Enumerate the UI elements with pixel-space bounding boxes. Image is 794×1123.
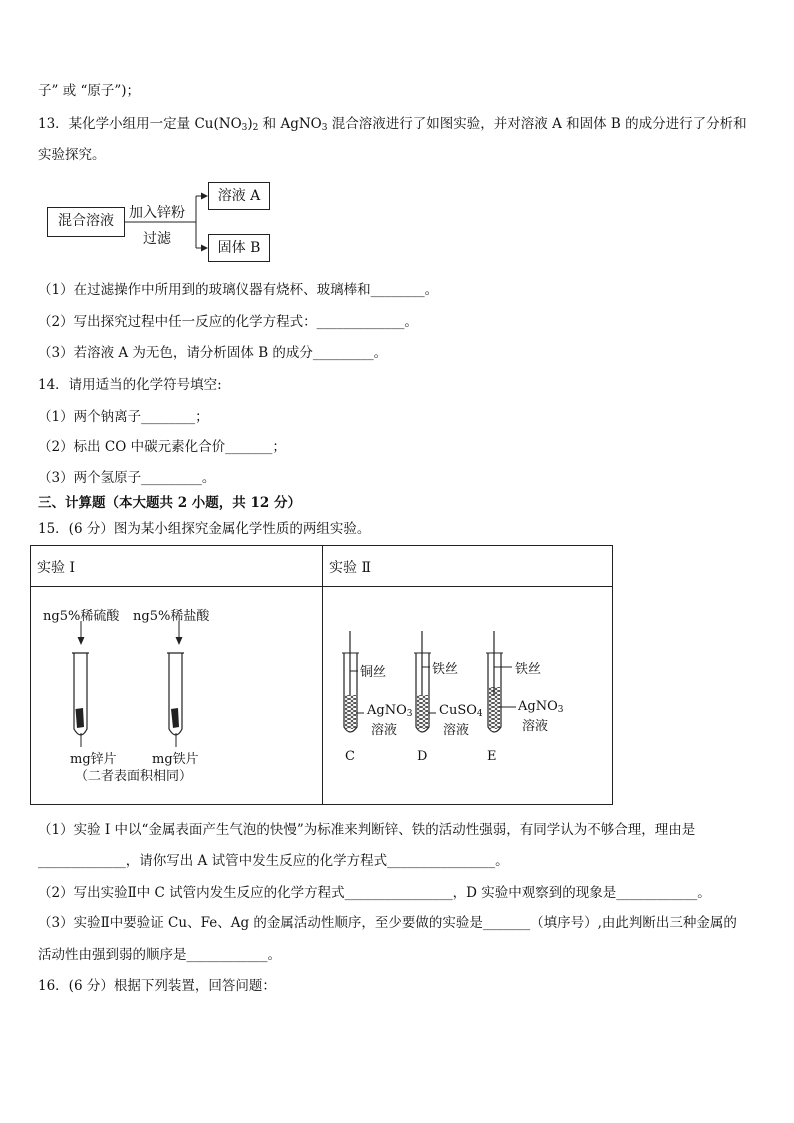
q14-intro: 14．请用适当的化学符号填空: xyxy=(38,377,222,393)
arrow-down-icon xyxy=(176,637,183,645)
exp2-c-solution-word: 溶液 xyxy=(371,723,398,738)
q13-sub2: （2）写出探究过程中任一反应的化学方程式：_____________。 xyxy=(38,314,418,330)
exp1-metal2-label: mg铁片 xyxy=(152,752,199,767)
test-tube-c xyxy=(342,631,364,732)
q15-sub2: （2）写出实验Ⅱ中 C 试管内发生反应的化学方程式________________，D 实验中观察到的现象是____________。 xyxy=(38,885,711,901)
test-tube-e xyxy=(486,631,516,732)
exp2-d-wire-label: 铁丝 xyxy=(432,662,459,677)
q13-intro: 13．某化学小组用一定量 $Cu(NO_3)_2$ 和 AgNO$_3$ 混合溶液进行了如图实验，并对溶液 A 和固体 B 的成分进行了分析和 xyxy=(38,116,747,133)
exp2-label-e: E xyxy=(487,749,497,764)
test-tube-d xyxy=(414,631,436,732)
arrow-down-icon xyxy=(78,637,85,645)
flow-op-add-zinc: 加入锌粉 xyxy=(129,205,185,221)
q13-sub1: （1）在过滤操作中所用到的玻璃仪器有烧杯、玻璃棒和________。 xyxy=(38,282,439,298)
exp2-d-solution: CuSO$_4$ xyxy=(439,703,483,719)
exp1-title: 实验 I xyxy=(37,560,75,576)
q15-sub1-line1: （1）实验 I 中以“金属表面产生气泡的快慢”为标准来判断锌、铁的活动性强弱，有同学认为不够合理，理由是 xyxy=(38,822,696,838)
exp2-c-wire-label: 铜丝 xyxy=(360,665,387,680)
flow-solid-b: 固体 B xyxy=(208,234,270,262)
exp2-label-c: C xyxy=(345,749,355,764)
q16-intro: 16．(6 分）根据下列装置，回答问题： xyxy=(38,978,276,994)
q15-sub1-line2: _____________，请你写出 A 试管中发生反应的化学方程式________________。 xyxy=(38,853,509,869)
flow-arrows xyxy=(0,0,794,300)
q13-intro-line2: 实验探究。 xyxy=(38,147,106,163)
q14-sub3: （3）两个氢原子_________。 xyxy=(38,470,216,486)
exp2-d-solution-word: 溶液 xyxy=(443,723,470,738)
exp1-acid1-label: ng5%稀硫酸 xyxy=(43,609,120,624)
exp2-header xyxy=(323,546,613,587)
exp2-e-solution: AgNO$_3$ xyxy=(518,699,564,715)
exp1-header xyxy=(31,546,323,587)
q14-sub1: （1）两个钠离子________； xyxy=(38,409,209,425)
q15-intro: 15．(6 分）图为某小组探究金属化学性质的两组实验。 xyxy=(38,521,371,537)
flow-solution-a: 溶液 A xyxy=(208,182,270,210)
q15-sub3-line1: （3）实验Ⅱ中要验证 Cu、Fe、Ag 的金属活动性顺序，至少要做的实验是_______（填序号）,由此判断出三种金属的 xyxy=(38,915,737,931)
exp2-e-wire-label: 铁丝 xyxy=(515,662,542,677)
prev-question-fragment: 子” 或 “原子”)； xyxy=(38,83,141,99)
exp1-note: （二者表面积相同） xyxy=(75,769,193,784)
flow-mixed-solution: 混合溶液 xyxy=(47,207,125,237)
exp2-c-solution: AgNO$_3$ xyxy=(367,703,413,719)
test-tube-b xyxy=(167,653,184,747)
section-title: 三、计算题（本大题共 2 小题，共 12 分） xyxy=(38,495,301,511)
q14-sub2: （2）标出 CO 中碳元素化合价_______； xyxy=(38,439,286,455)
exp2-diagram xyxy=(322,587,612,804)
q15-sub3-line2: 活动性由强到弱的顺序是____________。 xyxy=(38,947,281,963)
flow-op-filter: 过滤 xyxy=(143,231,171,247)
test-tube-a xyxy=(72,653,89,747)
exp2-label-d: D xyxy=(417,749,428,764)
exp1-acid2-label: ng5%稀盐酸 xyxy=(133,609,210,624)
exp2-e-solution-word: 溶液 xyxy=(522,719,549,734)
exp1-metal1-label: mg锌片 xyxy=(70,752,117,767)
exp2-title: 实验 Ⅱ xyxy=(329,560,371,576)
q13-sub3: （3）若溶液 A 为无色，请分析固体 B 的成分_________。 xyxy=(38,345,388,361)
